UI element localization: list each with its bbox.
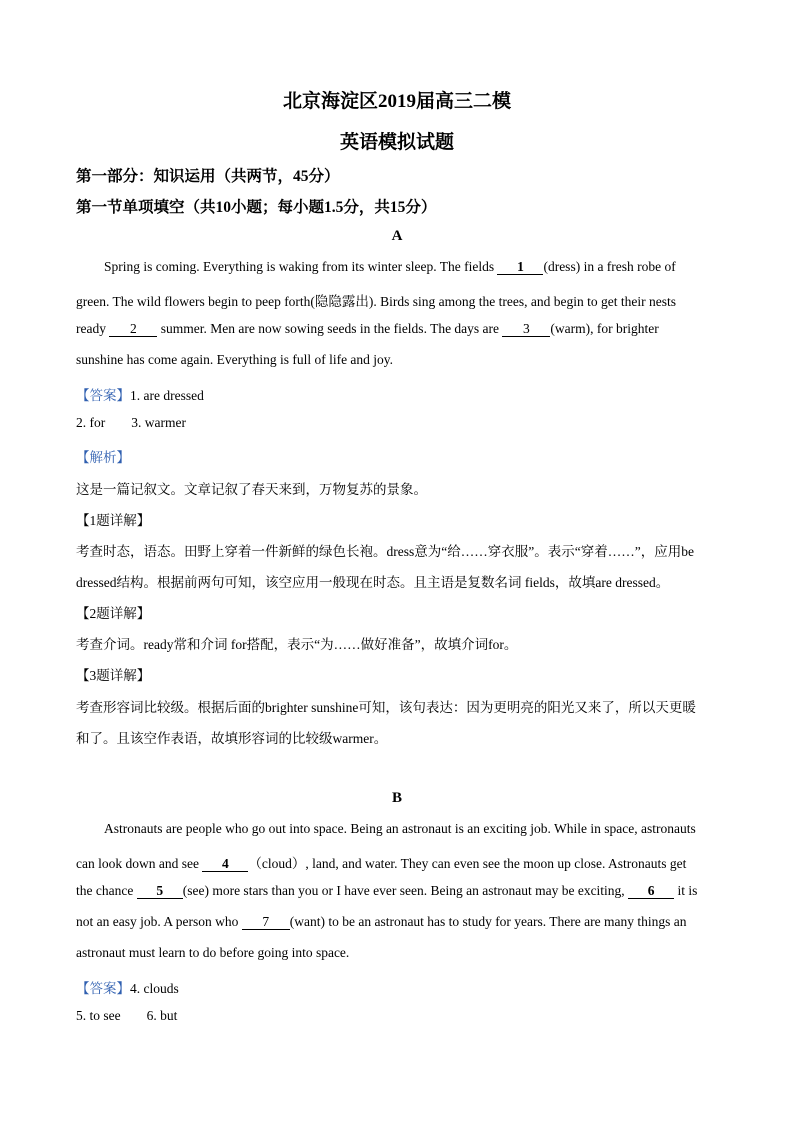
- blank-4: 4: [202, 857, 248, 872]
- section-heading: 第一节单项填空（共10小题；每小题1.5分，共15分）: [76, 199, 437, 216]
- passage-a-line-4: sunshine has come again. Everything is full of life and joy.: [76, 352, 394, 367]
- passage-a-line-1: [104, 259, 676, 275]
- answer-6: 6. but: [146, 1008, 178, 1023]
- passage-b-line-4: [76, 914, 687, 930]
- detail-1-line-1: 考查时态，语态。田野上穿着一件新鲜的绿色长袍。dress意为“给……穿衣服”。表示“穿着……”，应用be: [76, 544, 694, 559]
- answer-a-line-2: [76, 415, 186, 431]
- text: （cloud）, land, and water. They can even see the moon up close. Astronauts get: [248, 856, 687, 871]
- passage-a-line-2: green. The wild flowers begin to peep forth(隐隐露出). Birds sing among the trees, and begin to get their nests: [76, 294, 676, 309]
- text: (want) to be an astronaut has to study for years. There are many things an: [289, 914, 687, 929]
- passage-b-line-2: [76, 852, 686, 872]
- text: can look down and see: [76, 856, 203, 871]
- detail-1-tag: 【1题详解】: [76, 513, 151, 528]
- part-heading: 第一部分：知识运用（共两节，45分）: [76, 168, 340, 185]
- text: (warm), for brighter: [550, 321, 659, 336]
- text: (see) more stars than you or I have ever seen. Being an astronaut may be exciting,: [182, 883, 629, 898]
- passage-b-line-3: [76, 883, 697, 899]
- text: ready: [76, 321, 110, 336]
- text: it is: [674, 883, 698, 898]
- answer-a-line-1: [76, 384, 204, 404]
- answer-5: 5. to see: [76, 1008, 121, 1023]
- answer-2: 2. for: [76, 415, 106, 430]
- answer-1: 1. are dressed: [130, 388, 204, 403]
- blank-1: 1: [497, 260, 543, 275]
- text: not an easy job. A person who: [76, 914, 242, 929]
- answer-b-line-1: [76, 977, 179, 997]
- text: (dress) in a fresh robe of: [543, 259, 676, 274]
- doc-title: 北京海淀区2019届高三二模: [282, 91, 511, 112]
- answer-tag: 【答案】: [76, 981, 130, 996]
- text: summer. Men are now sowing seeds in the fields. The days are: [157, 321, 503, 336]
- text: the chance: [76, 883, 137, 898]
- answer-b-line-2: [76, 1008, 177, 1024]
- answer-tag: 【答案】: [76, 388, 130, 403]
- passage-a-label: A: [391, 228, 403, 244]
- blank-7: 7: [242, 915, 290, 930]
- blank-5: 5: [137, 884, 183, 899]
- passage-a-line-3: [76, 321, 659, 337]
- passage-b-line-5: astronaut must learn to do before going into space.: [76, 945, 350, 960]
- blank-2: 2: [109, 322, 157, 337]
- detail-3-line-1: 考查形容词比较级。根据后面的brighter sunshine可知，该句表达：因为更明亮的阳光又来了，所以天更暖: [76, 700, 696, 715]
- blank-3: 3: [502, 322, 550, 337]
- text: Spring is coming. Everything is waking from its winter sleep. The fields: [104, 259, 498, 274]
- analysis-text: 这是一篇记叙文。文章记叙了春天来到，万物复苏的景象。: [76, 482, 427, 497]
- answer-4: 4. clouds: [130, 981, 179, 996]
- detail-3-line-2: 和了。且该空作表语，故填形容词的比较级warmer。: [76, 731, 388, 746]
- detail-1-line-2: dressed结构。根据前两句可知，该空应用一般现在时态。且主语是复数名词 fields，故填are dressed。: [76, 575, 670, 590]
- detail-2-tag: 【2题详解】: [76, 606, 151, 621]
- detail-2-line-1: 考查介词。ready常和介词 for搭配，表示“为……做好准备”，故填介词for。: [76, 637, 518, 652]
- passage-b-label: B: [391, 790, 402, 806]
- blank-6: 6: [628, 884, 674, 899]
- passage-b-line-1: Astronauts are people who go out into space. Being an astronaut is an exciting job. While in space, astronauts: [104, 821, 696, 836]
- doc-subtitle: 英语模拟试题: [339, 132, 454, 153]
- analysis-tag: 【解析】: [76, 450, 130, 465]
- detail-3-tag: 【3题详解】: [76, 668, 151, 683]
- answer-3: 3. warmer: [131, 415, 186, 430]
